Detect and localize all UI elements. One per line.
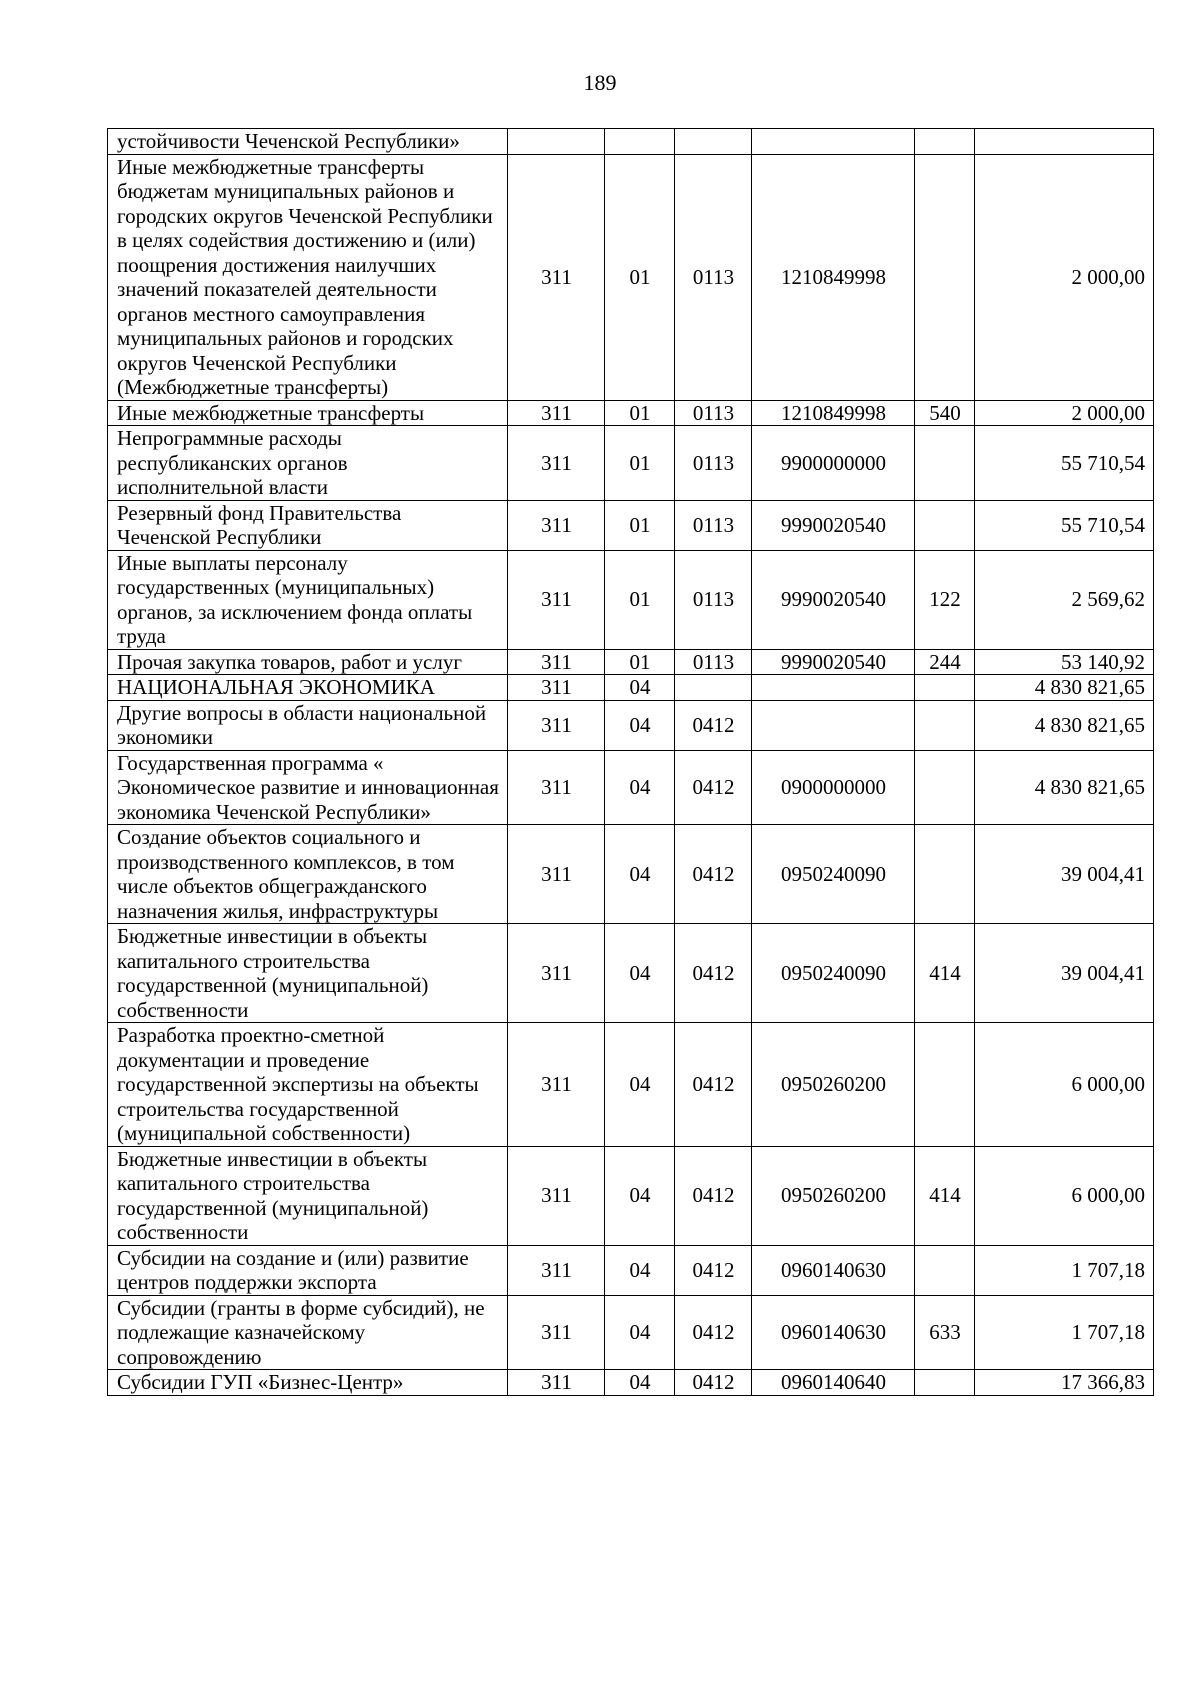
row-amount-cell: 6 000,00 bbox=[975, 1146, 1154, 1245]
row-ministry-code-cell: 311 bbox=[508, 675, 605, 701]
row-name-cell: Иные межбюджетные трансферты бюджетам муниципальных районов и городских округов Чеченской Республики в целях содействия достижению и (или) поощрения достижения наилучших значений показателей деятельности органов местного самоуправления муниципальных районов и городских округов Чеченской Республики (Межбюджетные трансферты) bbox=[108, 154, 508, 400]
row-expense-type-cell: 122 bbox=[915, 550, 975, 649]
row-expense-type-cell bbox=[915, 700, 975, 750]
row-name-cell: Бюджетные инвестиции в объекты капитального строительства государственной (муниципальной) собственности bbox=[108, 1146, 508, 1245]
row-expense-type-cell bbox=[915, 154, 975, 400]
row-amount-cell: 1 707,18 bbox=[975, 1245, 1154, 1295]
row-subsection-code-cell bbox=[675, 675, 752, 701]
table-row bbox=[108, 1245, 1154, 1295]
row-target-article-cell: 9900000000 bbox=[752, 426, 915, 501]
row-ministry-code-cell bbox=[508, 129, 605, 155]
row-amount-cell: 2 000,00 bbox=[975, 154, 1154, 400]
row-target-article-cell: 9990020540 bbox=[752, 550, 915, 649]
row-ministry-code-cell: 311 bbox=[508, 1370, 605, 1396]
table-row bbox=[108, 426, 1154, 501]
row-target-article-cell: 9990020540 bbox=[752, 649, 915, 675]
table-row bbox=[108, 1370, 1154, 1396]
row-section-code-cell: 04 bbox=[605, 825, 675, 924]
row-subsection-code-cell: 0113 bbox=[675, 500, 752, 550]
row-name-cell: Резервный фонд Правительства Чеченской Республики bbox=[108, 500, 508, 550]
row-amount-cell: 55 710,54 bbox=[975, 426, 1154, 501]
row-target-article-cell: 1210849998 bbox=[752, 400, 915, 426]
row-section-code-cell: 04 bbox=[605, 1146, 675, 1245]
row-name-cell: Бюджетные инвестиции в объекты капитального строительства государственной (муниципальной) собственности bbox=[108, 924, 508, 1023]
row-target-article-cell: 1210849998 bbox=[752, 154, 915, 400]
row-target-article-cell bbox=[752, 675, 915, 701]
row-expense-type-cell: 633 bbox=[915, 1295, 975, 1370]
row-name-cell: Иные выплаты персоналу государственных (муниципальных) органов, за исключением фонда оплаты труда bbox=[108, 550, 508, 649]
table-row bbox=[108, 750, 1154, 825]
row-section-code-cell: 01 bbox=[605, 649, 675, 675]
row-ministry-code-cell: 311 bbox=[508, 426, 605, 501]
row-amount-cell: 55 710,54 bbox=[975, 500, 1154, 550]
row-expense-type-cell bbox=[915, 1245, 975, 1295]
row-target-article-cell bbox=[752, 700, 915, 750]
row-ministry-code-cell: 311 bbox=[508, 1023, 605, 1147]
row-subsection-code-cell: 0113 bbox=[675, 649, 752, 675]
row-name-cell: Субсидии на создание и (или) развитие центров поддержки экспорта bbox=[108, 1245, 508, 1295]
row-expense-type-cell: 540 bbox=[915, 400, 975, 426]
row-expense-type-cell bbox=[915, 426, 975, 501]
table-row bbox=[108, 1146, 1154, 1245]
row-ministry-code-cell: 311 bbox=[508, 550, 605, 649]
table-row bbox=[108, 129, 1154, 155]
row-expense-type-cell bbox=[915, 1023, 975, 1147]
row-amount-cell: 39 004,41 bbox=[975, 825, 1154, 924]
row-section-code-cell: 04 bbox=[605, 750, 675, 825]
row-section-code-cell: 04 bbox=[605, 1023, 675, 1147]
row-ministry-code-cell: 311 bbox=[508, 825, 605, 924]
table-row bbox=[108, 1295, 1154, 1370]
row-section-code-cell: 01 bbox=[605, 550, 675, 649]
row-expense-type-cell: 244 bbox=[915, 649, 975, 675]
row-expense-type-cell bbox=[915, 500, 975, 550]
row-section-code-cell: 04 bbox=[605, 675, 675, 701]
row-section-code-cell: 01 bbox=[605, 426, 675, 501]
table-row bbox=[108, 700, 1154, 750]
row-subsection-code-cell: 0412 bbox=[675, 924, 752, 1023]
row-name-cell: НАЦИОНАЛЬНАЯ ЭКОНОМИКА bbox=[108, 675, 508, 701]
row-subsection-code-cell: 0412 bbox=[675, 700, 752, 750]
row-amount-cell bbox=[975, 129, 1154, 155]
table-row bbox=[108, 550, 1154, 649]
budget-table bbox=[107, 128, 1154, 1396]
row-ministry-code-cell: 311 bbox=[508, 1245, 605, 1295]
row-ministry-code-cell: 311 bbox=[508, 1295, 605, 1370]
row-subsection-code-cell: 0113 bbox=[675, 154, 752, 400]
row-amount-cell: 17 366,83 bbox=[975, 1370, 1154, 1396]
row-expense-type-cell bbox=[915, 129, 975, 155]
row-ministry-code-cell: 311 bbox=[508, 500, 605, 550]
row-name-cell: устойчивости Чеченской Республики» bbox=[108, 129, 508, 155]
row-subsection-code-cell: 0113 bbox=[675, 426, 752, 501]
row-ministry-code-cell: 311 bbox=[508, 649, 605, 675]
row-amount-cell: 6 000,00 bbox=[975, 1023, 1154, 1147]
row-subsection-code-cell: 0412 bbox=[675, 825, 752, 924]
row-amount-cell: 4 830 821,65 bbox=[975, 700, 1154, 750]
table-row bbox=[108, 924, 1154, 1023]
table-row bbox=[108, 400, 1154, 426]
row-ministry-code-cell: 311 bbox=[508, 700, 605, 750]
row-ministry-code-cell: 311 bbox=[508, 400, 605, 426]
row-target-article-cell: 0960140640 bbox=[752, 1370, 915, 1396]
row-amount-cell: 53 140,92 bbox=[975, 649, 1154, 675]
row-amount-cell: 4 830 821,65 bbox=[975, 675, 1154, 701]
row-subsection-code-cell: 0412 bbox=[675, 1023, 752, 1147]
row-expense-type-cell: 414 bbox=[915, 1146, 975, 1245]
row-section-code-cell: 04 bbox=[605, 1370, 675, 1396]
row-ministry-code-cell: 311 bbox=[508, 924, 605, 1023]
row-section-code-cell: 04 bbox=[605, 924, 675, 1023]
row-subsection-code-cell: 0113 bbox=[675, 550, 752, 649]
row-target-article-cell: 9990020540 bbox=[752, 500, 915, 550]
row-name-cell: Субсидии ГУП «Бизнес-Центр» bbox=[108, 1370, 508, 1396]
row-ministry-code-cell: 311 bbox=[508, 1146, 605, 1245]
row-section-code-cell: 01 bbox=[605, 154, 675, 400]
row-target-article-cell: 0950240090 bbox=[752, 825, 915, 924]
row-name-cell: Создание объектов социального и производственного комплексов, в том числе объектов общегражданского назначения жилья, инфраструктуры bbox=[108, 825, 508, 924]
row-target-article-cell: 0950260200 bbox=[752, 1023, 915, 1147]
row-name-cell: Прочая закупка товаров, работ и услуг bbox=[108, 649, 508, 675]
row-expense-type-cell bbox=[915, 825, 975, 924]
row-name-cell: Разработка проектно-сметной документации и проведение государственной экспертизы на объекты строительства государственной (муниципальной собственности) bbox=[108, 1023, 508, 1147]
row-target-article-cell: 0960140630 bbox=[752, 1245, 915, 1295]
row-name-cell: Другие вопросы в области национальной экономики bbox=[108, 700, 508, 750]
row-section-code-cell: 04 bbox=[605, 1295, 675, 1370]
row-section-code-cell: 04 bbox=[605, 700, 675, 750]
row-section-code-cell bbox=[605, 129, 675, 155]
row-expense-type-cell bbox=[915, 750, 975, 825]
page-number: 189 bbox=[583, 70, 617, 95]
row-ministry-code-cell: 311 bbox=[508, 750, 605, 825]
row-name-cell: Субсидии (гранты в форме субсидий), не подлежащие казначейскому сопровождению bbox=[108, 1295, 508, 1370]
budget-table-body bbox=[108, 129, 1154, 1396]
row-target-article-cell bbox=[752, 129, 915, 155]
row-section-code-cell: 01 bbox=[605, 400, 675, 426]
row-amount-cell: 2 569,62 bbox=[975, 550, 1154, 649]
row-amount-cell: 39 004,41 bbox=[975, 924, 1154, 1023]
row-target-article-cell: 0950240090 bbox=[752, 924, 915, 1023]
row-section-code-cell: 01 bbox=[605, 500, 675, 550]
row-target-article-cell: 0960140630 bbox=[752, 1295, 915, 1370]
row-name-cell: Иные межбюджетные трансферты bbox=[108, 400, 508, 426]
table-row bbox=[108, 675, 1154, 701]
row-name-cell: Непрограммные расходы республиканских органов исполнительной власти bbox=[108, 426, 508, 501]
row-subsection-code-cell: 0113 bbox=[675, 400, 752, 426]
table-row bbox=[108, 154, 1154, 400]
table-row bbox=[108, 500, 1154, 550]
row-amount-cell: 4 830 821,65 bbox=[975, 750, 1154, 825]
row-expense-type-cell bbox=[915, 1370, 975, 1396]
row-name-cell: Государственная программа « Экономическое развитие и инновационная экономика Чеченской Республики» bbox=[108, 750, 508, 825]
row-target-article-cell: 0900000000 bbox=[752, 750, 915, 825]
row-subsection-code-cell: 0412 bbox=[675, 1295, 752, 1370]
table-row bbox=[108, 649, 1154, 675]
row-expense-type-cell bbox=[915, 675, 975, 701]
row-amount-cell: 2 000,00 bbox=[975, 400, 1154, 426]
row-subsection-code-cell: 0412 bbox=[675, 1245, 752, 1295]
row-subsection-code-cell: 0412 bbox=[675, 1146, 752, 1245]
row-expense-type-cell: 414 bbox=[915, 924, 975, 1023]
table-row bbox=[108, 1023, 1154, 1147]
row-ministry-code-cell: 311 bbox=[508, 154, 605, 400]
row-subsection-code-cell: 0412 bbox=[675, 1370, 752, 1396]
row-section-code-cell: 04 bbox=[605, 1245, 675, 1295]
row-subsection-code-cell: 0412 bbox=[675, 750, 752, 825]
row-subsection-code-cell bbox=[675, 129, 752, 155]
row-target-article-cell: 0950260200 bbox=[752, 1146, 915, 1245]
row-amount-cell: 1 707,18 bbox=[975, 1295, 1154, 1370]
table-row bbox=[108, 825, 1154, 924]
